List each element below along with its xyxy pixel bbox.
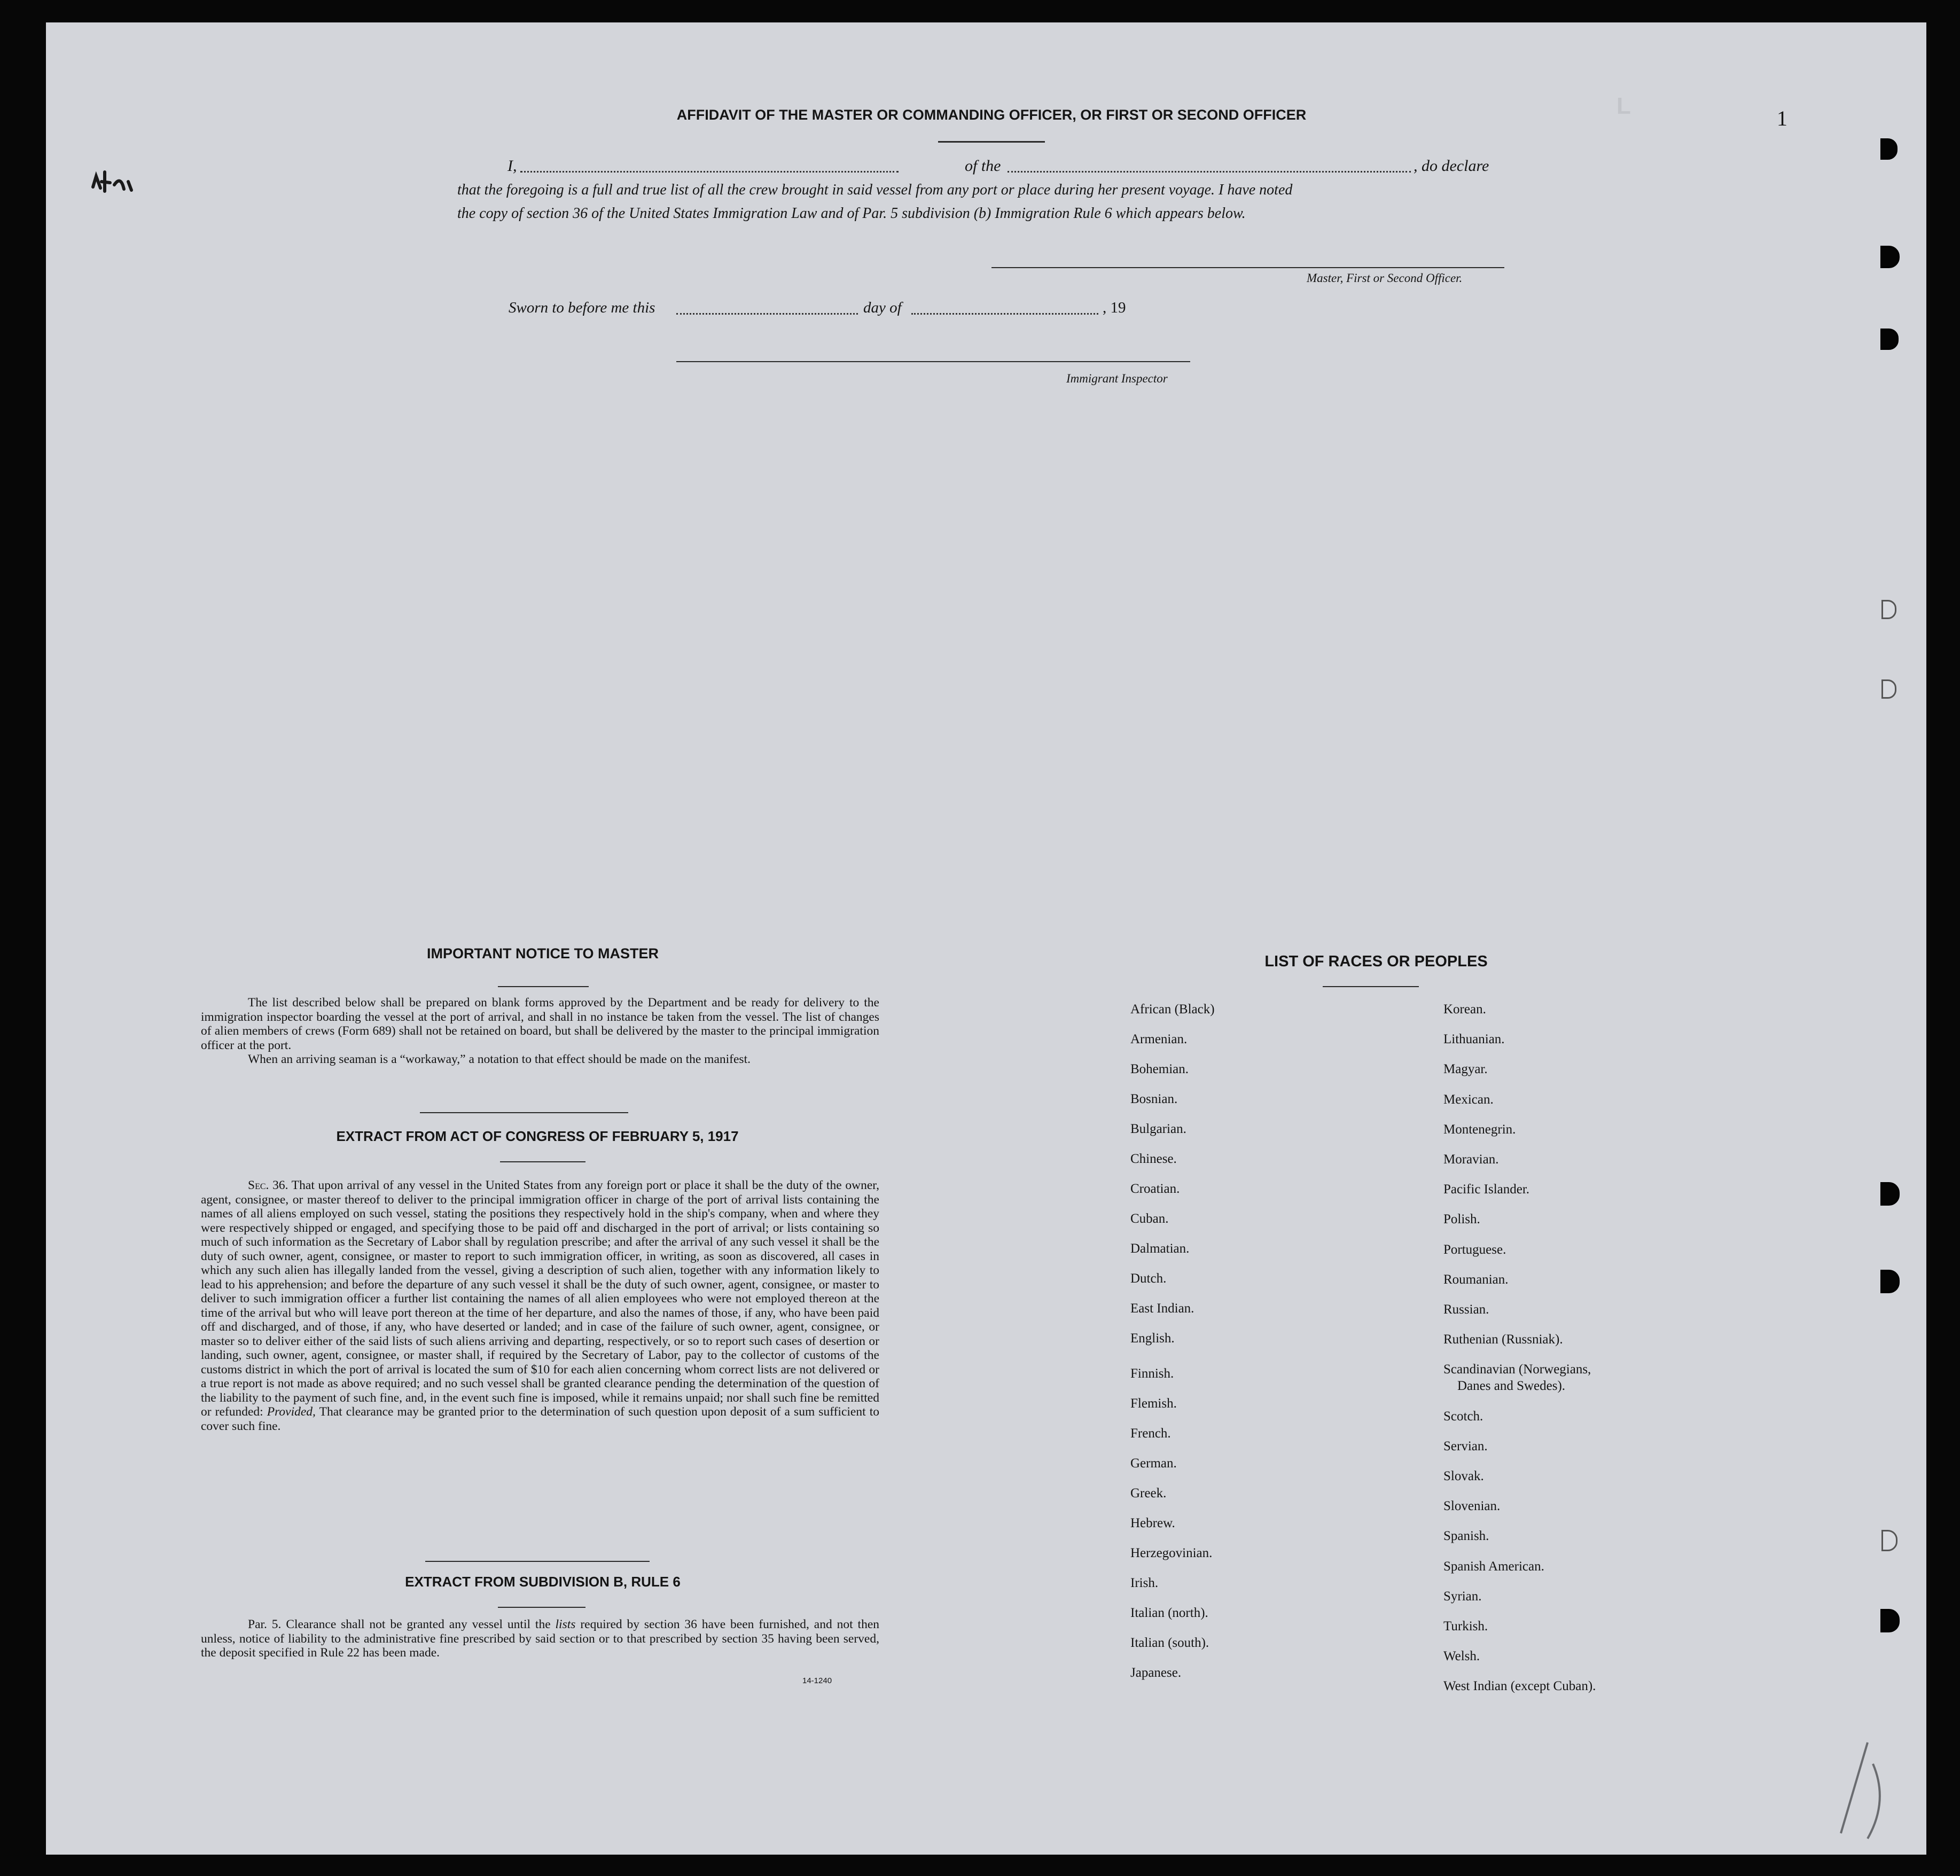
affidavit-title: AFFIDAVIT OF THE MASTER OR COMMANDING OFFICER, OR FIRST OR SECOND OFFICER bbox=[676, 107, 1307, 123]
race-item: Servian. bbox=[1443, 1439, 1488, 1453]
section-36-label: Sec. 36. bbox=[248, 1178, 288, 1192]
extract-rule-title: EXTRACT FROM SUBDIVISION B, RULE 6 bbox=[405, 1574, 681, 1590]
extract-act-title: EXTRACT FROM ACT OF CONGRESS OF FEBRUARY 5, 1917 bbox=[336, 1128, 739, 1144]
rule-6-text bbox=[201, 1617, 879, 1660]
race-item: Magyar. bbox=[1443, 1062, 1488, 1076]
race-item: Turkish. bbox=[1443, 1619, 1488, 1633]
handwritten-mark bbox=[1830, 1732, 1894, 1849]
officer-signature-label: Master, First or Second Officer. bbox=[1307, 271, 1463, 285]
notice-text bbox=[201, 996, 879, 1067]
section-36-tail: That clearance may be granted prior to the determination of such question upon deposit of a sum sufficient to cover such fine. bbox=[201, 1405, 879, 1433]
document-page bbox=[46, 22, 1926, 1855]
race-item: English. bbox=[1130, 1331, 1175, 1346]
race-item: Italian (south). bbox=[1130, 1636, 1209, 1650]
race-item: Polish. bbox=[1443, 1212, 1480, 1226]
notice-paragraph-1: The list described below shall be prepared on blank forms approved by the Department and be ready for delivery to the immigration inspector boarding the vessel at the port of arrival, and shall in no instance be taken from the vessel. The list of changes of alien members of crews (Form 689) shall not be retained on board, but shall be delivered by the master to the principal immigration officer at the port. bbox=[201, 996, 879, 1052]
affidavit-statement-line-3: the copy of section 36 of the United States Immigration Law and of Par. 5 subdivision (b) Immigration Rule 6 which appears below. bbox=[457, 205, 1246, 222]
extract-act-rule bbox=[500, 1161, 585, 1162]
race-item: Italian (north). bbox=[1130, 1606, 1208, 1620]
race-item: Spanish American. bbox=[1443, 1559, 1544, 1574]
provided-word: Provided, bbox=[267, 1405, 316, 1419]
affidavit-of-the-label: of the bbox=[965, 157, 1001, 175]
affidavit-i-label: I, bbox=[507, 157, 517, 175]
affidavit-statement-line-2: that the foregoing is a full and true list of all the crew brought in said vessel from any port or place during her present voyage. I have noted bbox=[457, 182, 1293, 198]
race-item: Bulgarian. bbox=[1130, 1122, 1186, 1136]
section-36-body: That upon arrival of any vessel in the United States from any foreign port or place it shall be the duty of the owner, agent, consignee, or master thereof to deliver to the principal immigration officer in charge of the port of arrival lists containing the names of all aliens employed on such vessel, stating the positions they respectively hold in the ship's company, when and where they were respectively shipped or engaged, and specifying those to be paid off and discharged in the port of arrival; or lists containing so much of such information as the Secretary of Labor shall by regulation prescribe; and after the arrival of any such vessel it shall be the duty of such owner, agent, consignee, or master to report to such immigration officer, in writing, as soon as discovered, all cases in which any such alien has illegally landed from the vessel, giving a description of such alien, together with any information likely to lead to his apprehension; and before the departure of any such vessel it shall be the duty of such owner, agent, consignee, or master to deliver to such immigration officer a further list containing the names of all alien employees who were not employed thereon at the time of the arrival but who will leave port thereon at the time of her departure, and also the names of those, if any, who have been paid off and discharged, and of those, if any, who have deserted or landed; and in case of the failure of such owner, agent, consignee, or master so to deliver either of the said lists of such aliens arriving and departing, respectively, or so to report such cases of desertion or landing, such owner, agent, consignee, or master shall, if required by the Secretary of Labor, pay to the collector of customs of the customs district in which the port of arrival is located the sum of $10 for each alien concerning whom correct lists are not delivered or a true report is not made as above required; and no such vessel shall be granted clearance pending the determination of the question of the liability to the payment of such fine, and, in the event such fine is imposed, while it remains unpaid; nor shall such fine be remitted or refunded: bbox=[201, 1178, 880, 1419]
race-item: Herzegovinian. bbox=[1130, 1546, 1213, 1560]
race-item: Scandinavian (Norwegians, bbox=[1443, 1362, 1591, 1377]
race-item: Armenian. bbox=[1130, 1032, 1188, 1046]
race-item: French. bbox=[1130, 1426, 1171, 1441]
punch-hole bbox=[1880, 246, 1900, 268]
race-item: Lithuanian. bbox=[1443, 1032, 1505, 1046]
race-item: Croatian. bbox=[1130, 1182, 1180, 1196]
race-item: Spanish. bbox=[1443, 1529, 1489, 1543]
punch-hole bbox=[1880, 329, 1899, 350]
race-item: Mexican. bbox=[1443, 1092, 1494, 1107]
vessel-field[interactable] bbox=[1008, 171, 1411, 173]
race-item: Chinese. bbox=[1130, 1152, 1177, 1166]
race-item: Dalmatian. bbox=[1130, 1241, 1190, 1256]
race-item: Pacific Islander. bbox=[1443, 1182, 1530, 1197]
race-item: Cuban. bbox=[1130, 1211, 1169, 1226]
race-item: Hebrew. bbox=[1130, 1516, 1175, 1530]
race-item: Bohemian. bbox=[1130, 1062, 1189, 1076]
rule-6-lead: Par. 5. Clearance shall not be granted any vessel until the bbox=[248, 1617, 551, 1631]
notice-paragraph-2: When an arriving seaman is a “workaway,” a notation to that effect should be made on the manifest. bbox=[248, 1052, 751, 1066]
bleed-through-text: L bbox=[1617, 93, 1633, 119]
race-item: Roumanian. bbox=[1443, 1272, 1509, 1287]
race-item: Scotch. bbox=[1443, 1409, 1483, 1424]
day-of-label: day of bbox=[863, 299, 902, 316]
race-item: East Indian. bbox=[1130, 1301, 1194, 1316]
race-item: Montenegrin. bbox=[1443, 1122, 1516, 1137]
race-item: Syrian. bbox=[1443, 1589, 1482, 1604]
punch-hole bbox=[1881, 1530, 1897, 1551]
race-item: Finnish. bbox=[1130, 1366, 1174, 1381]
inspector-label: Immigrant Inspector bbox=[1066, 372, 1168, 385]
notice-title: IMPORTANT NOTICE TO MASTER bbox=[427, 945, 659, 962]
races-title: LIST OF RACES OR PEOPLES bbox=[1264, 953, 1488, 970]
lists-word: lists bbox=[555, 1617, 576, 1631]
punch-hole bbox=[1880, 1270, 1900, 1293]
sworn-label: Sworn to before me this bbox=[509, 299, 655, 316]
race-item: Russian. bbox=[1443, 1302, 1489, 1317]
race-item: Dutch. bbox=[1130, 1271, 1167, 1286]
race-item: Danes and Swedes). bbox=[1457, 1379, 1566, 1393]
race-item: Flemish. bbox=[1130, 1396, 1177, 1411]
race-item: Japanese. bbox=[1130, 1666, 1182, 1680]
handwritten-mark bbox=[89, 166, 137, 203]
race-item: Slovenian. bbox=[1443, 1499, 1501, 1513]
notice-title-rule bbox=[498, 986, 589, 987]
race-item: Moravian. bbox=[1443, 1152, 1499, 1167]
page-mark: 1 bbox=[1777, 106, 1787, 130]
race-item: Bosnian. bbox=[1130, 1092, 1178, 1106]
punch-hole bbox=[1881, 600, 1896, 619]
race-item: Ruthenian (Russniak). bbox=[1443, 1332, 1563, 1347]
form-number: 14-1240 bbox=[802, 1676, 832, 1685]
extract-divider bbox=[425, 1561, 650, 1562]
sworn-month-field[interactable] bbox=[911, 313, 1098, 315]
punch-hole bbox=[1880, 1182, 1900, 1206]
race-item: African (Black) bbox=[1130, 1002, 1215, 1017]
extract-rule-rule bbox=[498, 1607, 585, 1608]
sworn-day-field[interactable] bbox=[676, 313, 858, 315]
punch-hole bbox=[1880, 138, 1897, 160]
race-item: Welsh. bbox=[1443, 1649, 1480, 1663]
section-36-text bbox=[201, 1178, 879, 1433]
punch-hole bbox=[1881, 679, 1896, 699]
affidavit-title-rule bbox=[938, 141, 1045, 143]
race-item: Slovak. bbox=[1443, 1469, 1484, 1483]
year-label: , 19 bbox=[1103, 299, 1126, 316]
rule-6-body: required by section 36 have been furnished, and not then unless, notice of liability to the administrative fine prescribed by said section or to that prescribed by section 35 having been served, the deposit specified in Rule 22 has been made. bbox=[201, 1617, 880, 1660]
notice-divider bbox=[420, 1112, 628, 1113]
race-item: West Indian (except Cuban). bbox=[1443, 1679, 1596, 1693]
race-item: Korean. bbox=[1443, 1002, 1486, 1017]
inspector-signature-line[interactable] bbox=[676, 361, 1190, 362]
name-field[interactable] bbox=[520, 171, 899, 173]
race-item: Irish. bbox=[1130, 1576, 1159, 1590]
affidavit-declare-label: , do declare bbox=[1414, 157, 1489, 175]
race-item: Portuguese. bbox=[1443, 1242, 1506, 1257]
officer-signature-line[interactable] bbox=[991, 267, 1504, 268]
races-title-rule bbox=[1323, 986, 1419, 987]
punch-hole bbox=[1880, 1609, 1900, 1632]
race-item: German. bbox=[1130, 1456, 1177, 1471]
race-item: Greek. bbox=[1130, 1486, 1167, 1500]
